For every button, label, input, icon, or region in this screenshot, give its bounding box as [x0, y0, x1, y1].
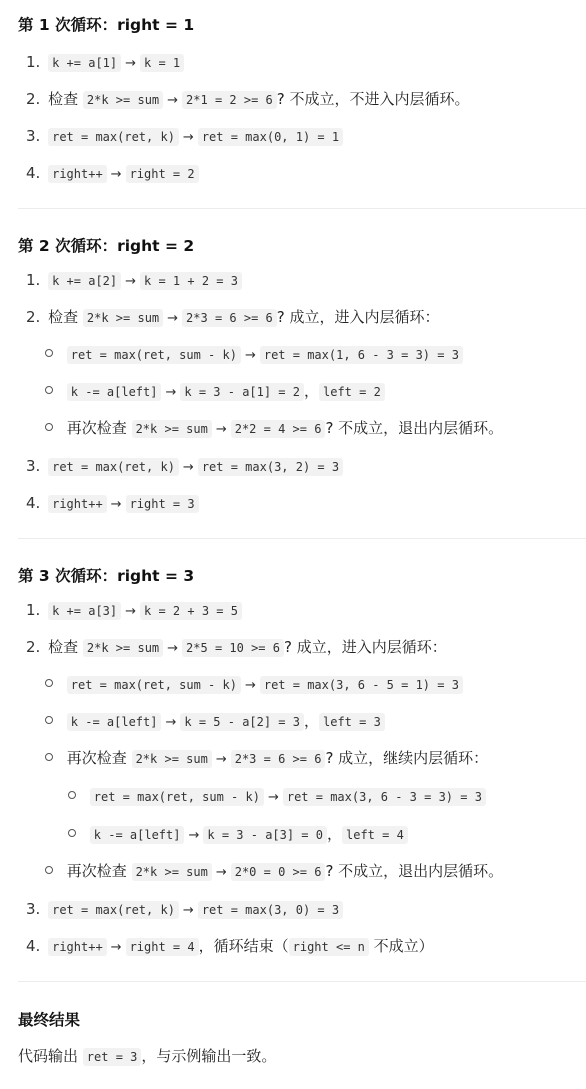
step-number: 1. — [26, 53, 41, 71]
bullet-icon — [45, 716, 53, 724]
arrow-icon: → — [267, 790, 279, 805]
step-text: 再次检查 — [66, 862, 127, 880]
loop-1-step-1 — [26, 52, 184, 74]
step-number: 2. — [26, 90, 41, 108]
arrow-icon: → — [110, 167, 122, 182]
step-text: ，与示例输出一致。 — [141, 1047, 277, 1065]
code-snippet: right++ — [48, 165, 107, 183]
code-snippet: ret = max(ret, k) — [48, 458, 179, 476]
code-snippet: ret = max(ret, sum - k) — [67, 346, 241, 364]
step-text: 再次检查 — [66, 419, 127, 437]
code-snippet: 2*5 = 10 >= 6 — [182, 639, 284, 657]
loop-1-heading: 第 1 次循环：right = 1 — [18, 16, 195, 34]
loop-2-step-2 — [26, 307, 439, 329]
code-snippet: left = 4 — [342, 826, 408, 844]
arrow-icon: → — [110, 940, 122, 955]
bullet-icon — [45, 349, 53, 357]
step-text: 检查 — [48, 308, 79, 326]
step-text: 检查 — [48, 90, 79, 108]
code-snippet: right = 4 — [126, 938, 199, 956]
arrow-icon: → — [110, 497, 122, 512]
arrow-icon: → — [167, 641, 179, 656]
code-snippet: 2*k >= sum — [132, 750, 212, 768]
loop-2-inner-2 — [45, 381, 385, 403]
separator: ， — [303, 712, 319, 730]
code-snippet: k += a[3] — [48, 602, 121, 620]
code-snippet: right <= n — [289, 938, 369, 956]
code-snippet: 2*k >= sum — [83, 91, 163, 109]
arrow-icon: → — [167, 93, 179, 108]
code-snippet: left = 3 — [319, 713, 385, 731]
loop-3-inner-2 — [45, 711, 385, 733]
code-snippet: 2*1 = 2 >= 6 — [182, 91, 277, 109]
code-snippet: 2*k >= sum — [83, 639, 163, 657]
step-text: ，循环结束（ — [198, 937, 289, 955]
loop-3-heading: 第 3 次循环：right = 3 — [18, 567, 195, 585]
step-text: ? 成立，继续内层循环： — [325, 749, 489, 767]
section-divider — [18, 981, 586, 982]
arrow-icon: → — [182, 903, 194, 918]
step-number: 2. — [26, 638, 41, 656]
final-result-text — [18, 1046, 276, 1067]
code-snippet: k += a[1] — [48, 54, 121, 72]
code-snippet: k = 2 + 3 = 5 — [140, 602, 242, 620]
code-snippet: ret = max(ret, k) — [48, 901, 179, 919]
arrow-icon: → — [165, 385, 177, 400]
step-text: ? 不成立，退出内层循环。 — [325, 419, 504, 437]
arrow-icon: → — [182, 460, 194, 475]
loop-3-inner-4 — [45, 861, 503, 883]
loop-1-step-4 — [26, 163, 199, 185]
code-snippet: ret = max(3, 6 - 5 = 1) = 3 — [260, 676, 463, 694]
code-snippet: ret = max(ret, sum - k) — [90, 788, 264, 806]
code-snippet: k = 3 - a[1] = 2 — [180, 383, 304, 401]
section-divider — [18, 538, 586, 539]
code-snippet: k -= a[left] — [67, 713, 162, 731]
step-number: 2. — [26, 308, 41, 326]
bullet-icon — [68, 791, 76, 799]
code-snippet: ret = max(1, 6 - 3 = 3) = 3 — [260, 346, 463, 364]
arrow-icon: → — [167, 311, 179, 326]
code-snippet: k = 5 - a[2] = 3 — [180, 713, 304, 731]
code-snippet: right++ — [48, 938, 107, 956]
step-number: 3. — [26, 900, 41, 918]
arrow-icon: → — [125, 604, 137, 619]
loop-2-heading: 第 2 次循环：right = 2 — [18, 237, 195, 255]
loop-3-inner-3 — [45, 748, 488, 770]
step-text: 检查 — [48, 638, 79, 656]
code-snippet: 2*0 = 0 >= 6 — [231, 863, 326, 881]
loop-2-step-1 — [26, 270, 242, 292]
arrow-icon: → — [188, 828, 200, 843]
bullet-icon — [45, 866, 53, 874]
code-snippet: right = 3 — [126, 495, 199, 513]
code-snippet: k -= a[left] — [67, 383, 162, 401]
step-number: 4. — [26, 164, 41, 182]
step-number: 4. — [26, 937, 41, 955]
bullet-icon — [45, 423, 53, 431]
step-number: 3. — [26, 457, 41, 475]
arrow-icon: → — [244, 348, 256, 363]
code-snippet: ret = max(0, 1) = 1 — [198, 128, 343, 146]
arrow-icon: → — [215, 752, 227, 767]
step-text: 代码输出 — [18, 1047, 79, 1065]
code-snippet: 2*k >= sum — [132, 863, 212, 881]
separator: ， — [303, 382, 319, 400]
code-snippet: ret = max(ret, k) — [48, 128, 179, 146]
loop-1-step-3 — [26, 126, 343, 148]
code-snippet: k = 1 — [140, 54, 184, 72]
loop-3-step-3 — [26, 899, 343, 921]
code-snippet: ret = max(ret, sum - k) — [67, 676, 241, 694]
loop-3-nested-2 — [68, 824, 408, 846]
step-number: 1. — [26, 271, 41, 289]
code-snippet: 2*2 = 4 >= 6 — [231, 420, 326, 438]
step-number: 4. — [26, 494, 41, 512]
bullet-icon — [45, 679, 53, 687]
section-divider — [18, 208, 586, 209]
bullet-icon — [45, 753, 53, 761]
step-number: 1. — [26, 601, 41, 619]
code-snippet: 2*k >= sum — [83, 309, 163, 327]
code-snippet: ret = max(3, 0) = 3 — [198, 901, 343, 919]
code-snippet: 2*3 = 6 >= 6 — [182, 309, 277, 327]
arrow-icon: → — [165, 715, 177, 730]
code-snippet: k -= a[left] — [90, 826, 185, 844]
arrow-icon: → — [215, 865, 227, 880]
code-snippet: ret = max(3, 2) = 3 — [198, 458, 343, 476]
code-snippet: right = 2 — [126, 165, 199, 183]
step-text: ? 成立，进入内层循环： — [276, 308, 440, 326]
loop-2-step-3 — [26, 456, 343, 478]
loop-2-step-4 — [26, 493, 199, 515]
step-text: ? 成立，进入内层循环： — [283, 638, 447, 656]
code-snippet: k = 3 - a[3] = 0 — [203, 826, 327, 844]
code-snippet: ret = 3 — [83, 1048, 142, 1066]
bullet-icon — [68, 829, 76, 837]
step-text: ? 不成立，不进入内层循环。 — [276, 90, 470, 108]
final-result-heading: 最终结果 — [18, 1011, 81, 1029]
loop-2-inner-3 — [45, 418, 503, 440]
loop-2-inner-1 — [45, 344, 463, 366]
step-number: 3. — [26, 127, 41, 145]
code-snippet: k += a[2] — [48, 272, 121, 290]
loop-3-inner-1 — [45, 674, 463, 696]
loop-1-step-2 — [26, 89, 469, 111]
code-snippet: left = 2 — [319, 383, 385, 401]
bullet-icon — [45, 386, 53, 394]
loop-3-step-2 — [26, 637, 447, 659]
code-snippet: right++ — [48, 495, 107, 513]
loop-3-step-4 — [26, 936, 434, 958]
step-text: 再次检查 — [66, 749, 127, 767]
code-snippet: 2*k >= sum — [132, 420, 212, 438]
loop-3-nested-1 — [68, 786, 486, 808]
step-text: ? 不成立，退出内层循环。 — [325, 862, 504, 880]
code-snippet: ret = max(3, 6 - 3 = 3) = 3 — [283, 788, 486, 806]
separator: ， — [326, 825, 342, 843]
step-text: 不成立） — [373, 937, 434, 955]
code-snippet: k = 1 + 2 = 3 — [140, 272, 242, 290]
arrow-icon: → — [125, 274, 137, 289]
arrow-icon: → — [125, 56, 137, 71]
loop-3-step-1 — [26, 600, 242, 622]
arrow-icon: → — [244, 678, 256, 693]
arrow-icon: → — [182, 130, 194, 145]
code-snippet: 2*3 = 6 >= 6 — [231, 750, 326, 768]
arrow-icon: → — [215, 422, 227, 437]
